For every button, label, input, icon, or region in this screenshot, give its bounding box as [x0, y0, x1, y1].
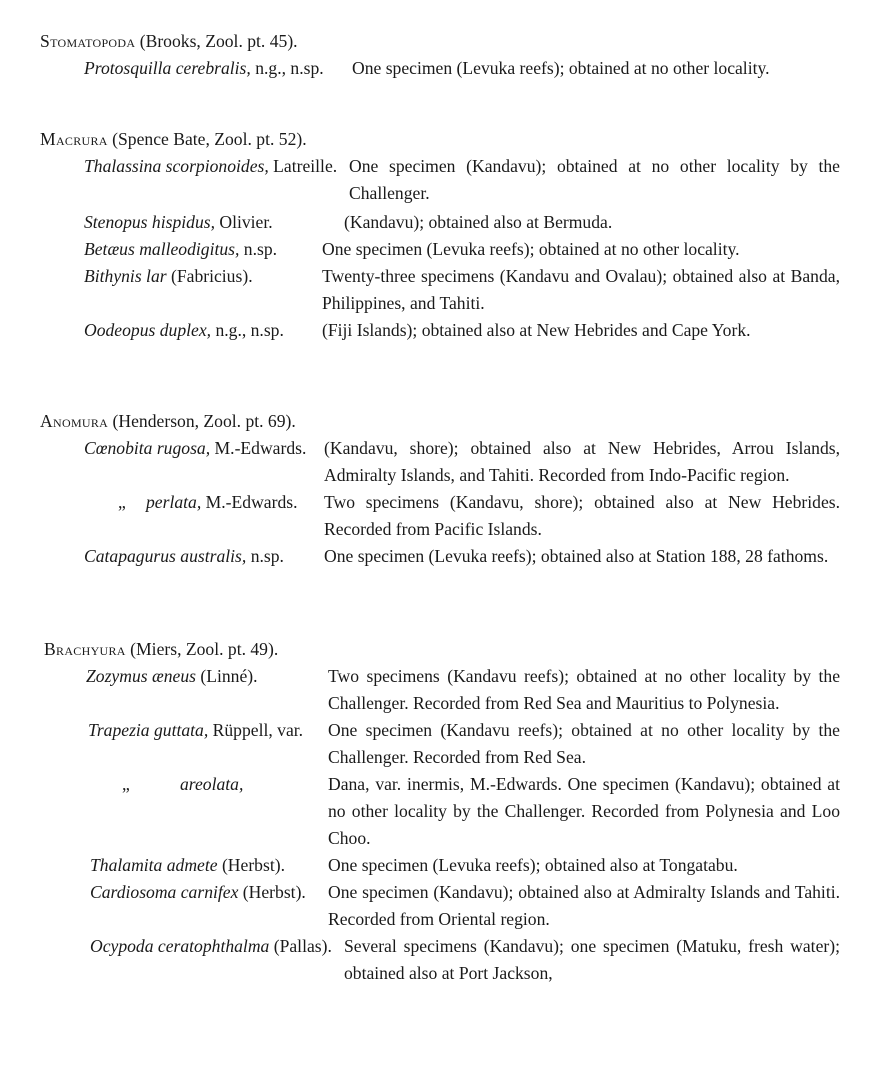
- species-authority: Dana, var. inermis, M.-Edwards.: [328, 774, 562, 794]
- species-entry: [0, 852, 880, 879]
- species-binomial: Betæus malleodigitus,: [84, 239, 240, 259]
- species-name: [90, 933, 344, 960]
- species-name: [84, 263, 322, 290]
- species-entry: [0, 663, 880, 717]
- species-entry: [0, 435, 880, 489]
- species-description: Several specimens (Kandavu); one specimen (Matuku, fresh water); obtained also at Port Jackson,: [344, 936, 840, 983]
- species-name: [86, 663, 328, 690]
- species-description: (Fiji Islands); obtained also at New Hebrides and Cape York.: [322, 320, 751, 340]
- species-authority: (Linné).: [195, 666, 258, 686]
- species-authority: M.-Edwards.: [201, 492, 298, 512]
- species-authority: M.-Edwards.: [210, 438, 307, 458]
- species-binomial: Stenopus hispidus,: [84, 212, 215, 232]
- species-binomial: areolata,: [180, 774, 244, 794]
- species-entry: [0, 717, 880, 771]
- species-name: [84, 209, 344, 236]
- species-authority: (Pallas).: [269, 936, 332, 956]
- species-description: Two specimens (Kandavu reefs); obtained at no other locality by the Challenger. Recorded from Red Sea and Mauritius to Polynesia.: [328, 666, 840, 713]
- species-description: (Kandavu); obtained also at Bermuda.: [344, 212, 613, 232]
- section-title: Macrura: [40, 129, 108, 149]
- species-binomial: Protosquilla cerebralis,: [84, 58, 251, 78]
- species-binomial: Bithynis lar: [84, 266, 167, 286]
- species-description: Twenty-three specimens (Kandavu and Ovalau); obtained also at Banda, Philippines, and Tahiti.: [322, 266, 840, 313]
- species-authority: (Herbst).: [238, 882, 306, 902]
- species-entry: [0, 153, 880, 207]
- species-description: One specimen (Kandavu reefs); obtained at no other locality by the Challenger. Recorded from Red Sea.: [328, 720, 840, 767]
- species-entry: [0, 933, 880, 987]
- species-binomial: Ocypoda ceratophthalma: [90, 936, 270, 956]
- species-binomial: Cardiosoma carnifex: [90, 882, 239, 902]
- species-description: Two specimens (Kandavu, shore); obtained also at New Hebrides. Recorded from Pacific Islands.: [324, 492, 840, 539]
- species-entry: [0, 489, 880, 543]
- species-binomial: Cœnobita rugosa,: [84, 438, 211, 458]
- species-entry: [0, 209, 880, 236]
- species-name: [84, 435, 324, 462]
- ditto-mark: „: [122, 774, 130, 794]
- species-name: [88, 771, 328, 798]
- section-macrura: [0, 126, 880, 344]
- species-description: One specimen (Kandavu); obtained also at Admiralty Islands and Tahiti. Recorded from Oriental region.: [328, 882, 840, 929]
- species-authority: Latreille.: [268, 156, 338, 176]
- species-name: [90, 852, 328, 879]
- section-anomura: [0, 408, 880, 570]
- section-heading: [0, 28, 880, 55]
- species-description: One specimen (Levuka reefs); obtained at no other locality.: [322, 239, 740, 259]
- species-authority: Rüppell, var.: [208, 720, 304, 740]
- section-title: Anomura: [40, 411, 109, 431]
- species-entry: [0, 543, 880, 570]
- species-description: One specimen (Kandavu); obtained at no other locality by the Challenger.: [349, 156, 840, 203]
- section-authority: (Spence Bate, Zool. pt. 52).: [107, 129, 307, 149]
- species-entry: [0, 236, 880, 263]
- section-authority: (Brooks, Zool. pt. 45).: [135, 31, 298, 51]
- species-authority: n.sp.: [239, 239, 278, 259]
- ditto-mark: „: [118, 492, 126, 512]
- section-authority: (Miers, Zool. pt. 49).: [125, 639, 279, 659]
- species-description: [328, 771, 880, 852]
- species-description: One specimen (Levuka reefs); obtained also at Tongatabu.: [328, 855, 738, 875]
- species-binomial: Thalassina scorpionoides,: [84, 156, 269, 176]
- species-name: [84, 55, 336, 82]
- species-authority: (Herbst).: [217, 855, 285, 875]
- species-binomial: Trapezia guttata,: [88, 720, 209, 740]
- species-authority: (Fabricius).: [166, 266, 253, 286]
- section-heading: [0, 408, 880, 435]
- species-description: One specimen (Levuka reefs); obtained also at Station 188, 28 fathoms.: [324, 546, 829, 566]
- species-entry: [0, 55, 880, 82]
- species-name: [84, 543, 324, 570]
- section-title: Brachyura: [44, 639, 126, 659]
- section-authority: (Henderson, Zool. pt. 69).: [108, 411, 296, 431]
- species-entry: [0, 879, 880, 933]
- species-binomial: perlata,: [146, 492, 202, 512]
- species-binomial: Oodeopus duplex,: [84, 320, 212, 340]
- species-name: [84, 236, 322, 263]
- species-description: (Kandavu, shore); obtained also at New Hebrides, Arrou Islands, Admiralty Islands, and Tahiti. Recorded from Indo-Pacific region.: [324, 438, 840, 485]
- section-stomatopoda: [0, 28, 880, 82]
- section-brachyura: [0, 636, 880, 987]
- species-name: [90, 879, 328, 906]
- species-binomial: Thalamita admete: [90, 855, 218, 875]
- species-name: [84, 317, 322, 344]
- species-name: [88, 717, 328, 744]
- species-entry: [0, 771, 880, 852]
- species-entry: [0, 317, 880, 344]
- species-binomial: Zozymus æneus: [86, 666, 196, 686]
- species-entry: [0, 263, 880, 317]
- section-title: Stomatopoda: [40, 31, 136, 51]
- species-name: [84, 153, 349, 180]
- species-description-text: One specimen (Kandavu); obtained at no other locality by the Challenger. Recorded from Polynesia and Loo Choo.: [328, 774, 840, 848]
- section-heading: [0, 126, 880, 153]
- species-binomial: Catapagurus australis,: [84, 546, 247, 566]
- section-heading: [0, 636, 880, 663]
- species-authority: Olivier.: [214, 212, 273, 232]
- species-authority: n.g., n.sp.: [250, 58, 324, 78]
- species-authority: n.g., n.sp.: [211, 320, 284, 340]
- species-description: One specimen (Levuka reefs); obtained at no other locality.: [352, 58, 770, 78]
- species-name: [84, 489, 324, 516]
- species-authority: n.sp.: [246, 546, 284, 566]
